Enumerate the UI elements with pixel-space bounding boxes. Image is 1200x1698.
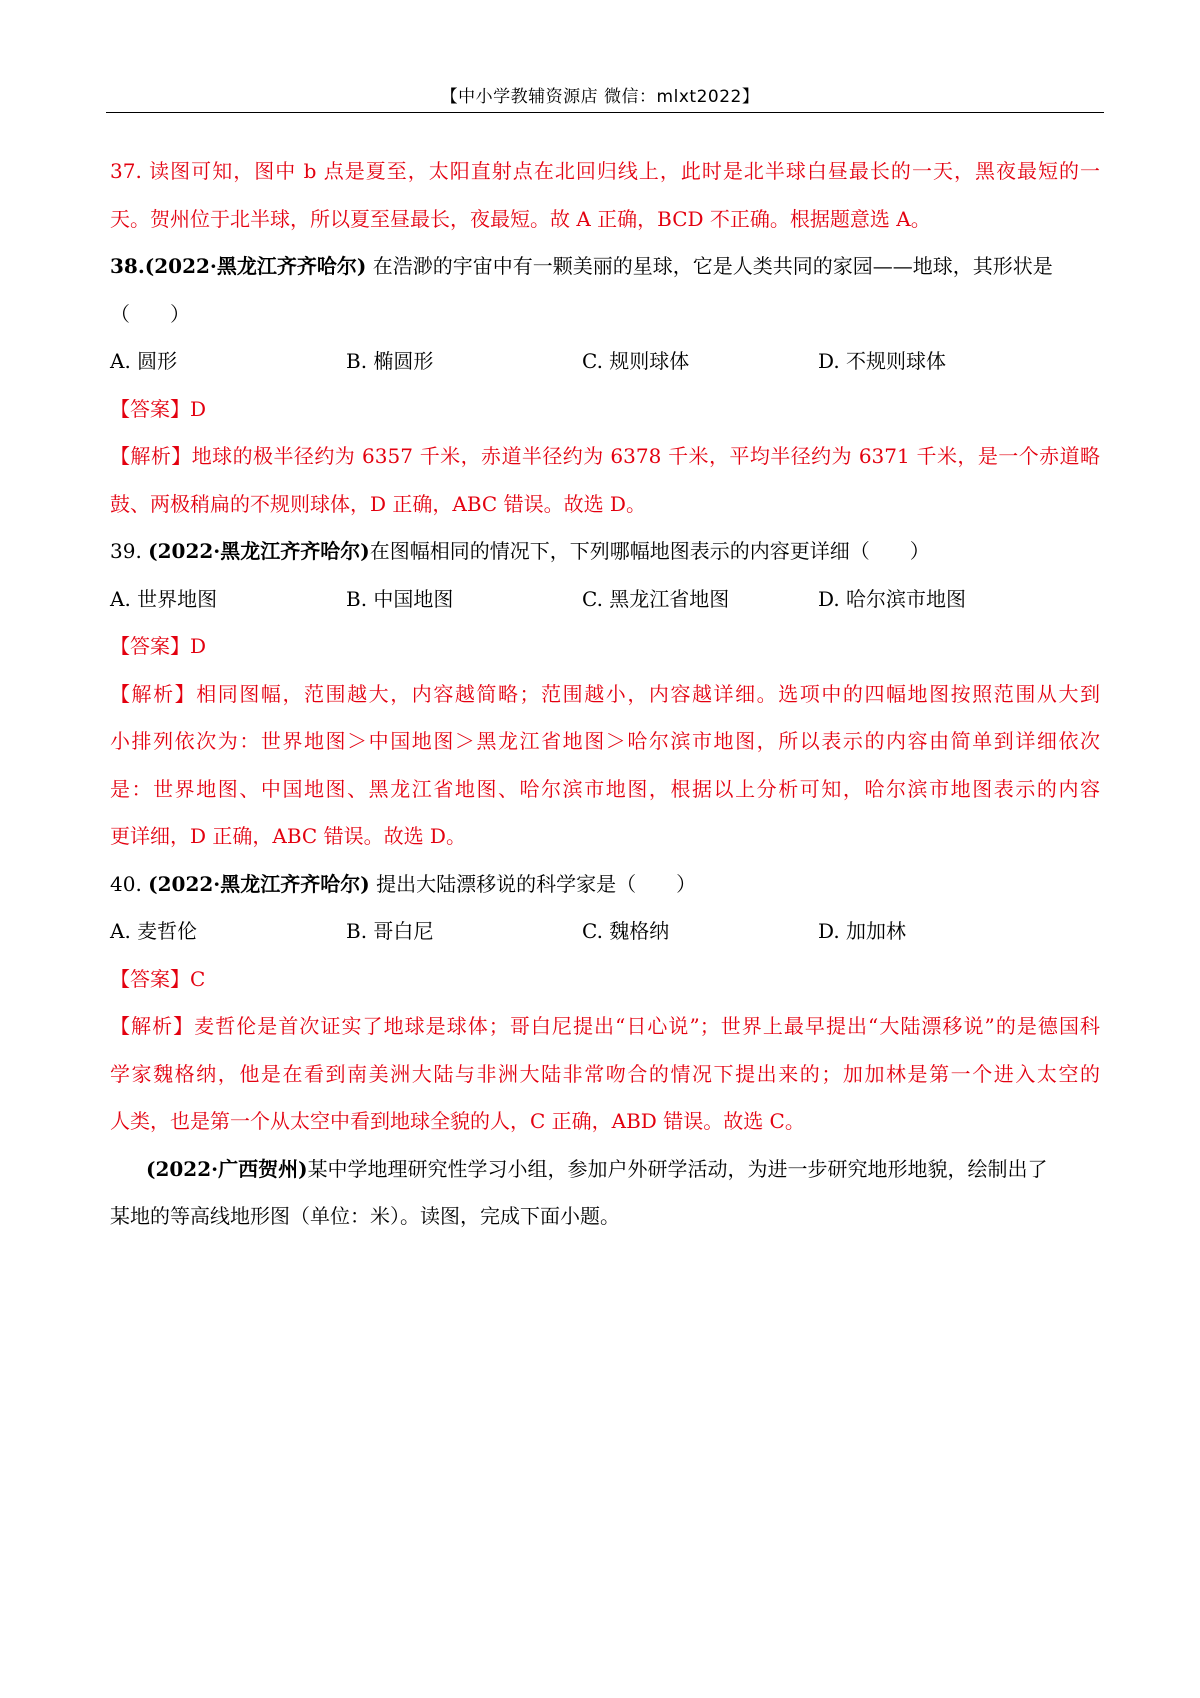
q39-options: [110, 576, 1100, 624]
q40-option-d: D. 加加林: [818, 919, 907, 943]
q39-number: 39.: [110, 539, 149, 563]
q38-option-d: D. 不规则球体: [818, 349, 947, 373]
q37-explanation-line-1: 37. 读图可知，图中 b 点是夏至，太阳直射点在北回归线上，此时是北半球白昼最长的一天，黑夜最短的一: [110, 159, 1100, 183]
intro-text: 某中学地理研究性学习小组，参加户外研学活动，为进一步研究地形地貌，绘制出了: [307, 1156, 1048, 1181]
q39-stem: [110, 528, 1100, 576]
q39-answer: 【答案】D: [110, 634, 207, 658]
q40-answer: 【答案】C: [110, 966, 206, 991]
q37-explanation-line-2: 天。贺州位于北半球，所以夏至昼最长，夜最短。故 A 正确，BCD 不正确。根据题意选 A。: [110, 206, 931, 231]
q40-stem: [110, 861, 1100, 909]
intro-line-1: [110, 1146, 1100, 1194]
q39-analysis-line-1: 【解析】相同图幅，范围越大，内容越简略；范围越小，内容越详细。选项中的四幅地图按照范围从大到: [110, 681, 1100, 706]
q38-option-c: C. 规则球体: [582, 349, 690, 373]
page-header: 【中小学教辅资源店 微信：mlxt2022】: [440, 87, 760, 107]
q40-option-b: B. 哥白尼: [346, 919, 434, 943]
q39-option-d: D. 哈尔滨市地图: [818, 586, 967, 611]
q40-option-a: A. 麦哲伦: [110, 919, 198, 943]
intro-source: (2022·广西贺州): [146, 1156, 308, 1181]
q38-stem: [110, 243, 1100, 291]
q38-option-a: A. 圆形: [110, 349, 178, 373]
q39-stem-text: 在图幅相同的情况下，下列哪幅地图表示的内容更详细（ ）: [369, 539, 930, 563]
q40-stem-text: 提出大陆漂移说的科学家是（ ）: [369, 871, 697, 896]
q39-option-a: A. 世界地图: [110, 586, 218, 611]
q39-analysis-line-3: 是：世界地图、中国地图、黑龙江省地图、哈尔滨市地图，根据以上分析可知，哈尔滨市地图表示的内容: [110, 776, 1100, 801]
q40-analysis-line-1: 【解析】麦哲伦是首次证实了地球是球体；哥白尼提出“日心说”；世界上最早提出“大陆漂移说”的是德国科: [110, 1014, 1100, 1038]
q39-analysis-line-4: 更详细，D 正确，ABC 错误。故选 D。: [110, 824, 466, 848]
q40-option-c: C. 魏格纳: [582, 919, 670, 943]
q38-source: (2022·黑龙江齐齐哈尔): [144, 254, 367, 278]
q38-stem-text: 在浩渺的宇宙中有一颗美丽的星球，它是人类共同的家园——地球，其形状是: [366, 254, 1053, 278]
document-body: [110, 148, 1100, 1241]
q39-source: (2022·黑龙江齐齐哈尔): [148, 539, 370, 563]
q38-analysis-line-2: 鼓、两极稍扁的不规则球体，D 正确，ABC 错误。故选 D。: [110, 491, 646, 516]
q40-analysis-line-2: 学家魏格纳，他是在看到南美洲大陆与非洲大陆非常吻合的情况下提出来的；加加林是第一个进入太空的: [110, 1061, 1100, 1086]
header-divider: [106, 112, 1104, 113]
q38-answer: 【答案】D: [110, 396, 207, 421]
intro-line-2: 某地的等高线地形图（单位：米）。读图，完成下面小题。: [110, 1204, 620, 1228]
q39-analysis-line-2: 小排列依次为：世界地图＞中国地图＞黑龙江省地图＞哈尔滨市地图，所以表示的内容由简单到详细依次: [110, 729, 1100, 753]
q40-source: (2022·黑龙江齐齐哈尔): [148, 871, 370, 896]
q39-option-c: C. 黑龙江省地图: [582, 586, 730, 611]
q40-number: 40.: [110, 871, 149, 896]
q38-stem-blank: （ ）: [110, 301, 190, 326]
q40-options: [110, 908, 1100, 956]
q40-analysis-line-3: 人类，也是第一个从太空中看到地球全貌的人，C 正确，ABD 错误。故选 C。: [110, 1109, 805, 1133]
q38-number: 38.: [110, 254, 145, 278]
q38-options: [110, 338, 1100, 386]
q38-option-b: B. 椭圆形: [346, 349, 434, 373]
q39-option-b: B. 中国地图: [346, 586, 454, 611]
q38-analysis-line-1: 【解析】地球的极半径约为 6357 千米，赤道半径约为 6378 千米，平均半径约为 6371 千米，是一个赤道略: [110, 444, 1100, 468]
